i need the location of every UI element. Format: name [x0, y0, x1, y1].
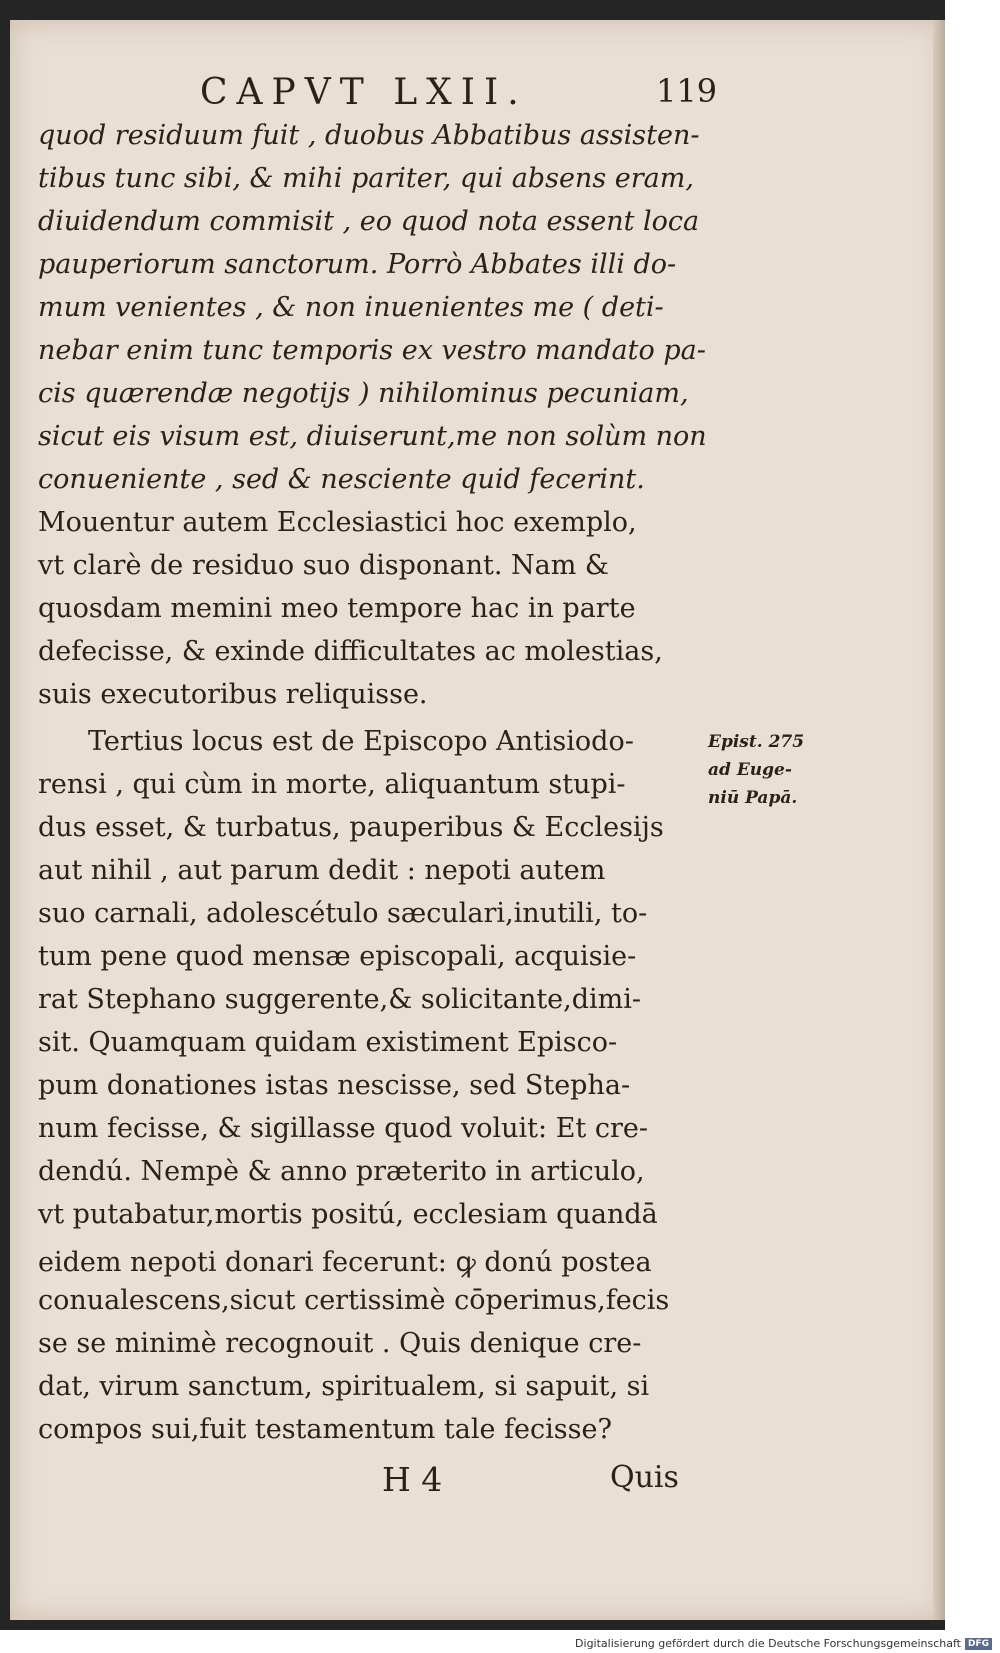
text-line: conueniente , sed & nesciente quid fecerint.: [38, 464, 645, 495]
text-line: pum donationes istas nescisse, sed Stepha-: [38, 1070, 631, 1101]
text-line: suo carnali, adolescétulo sæculari,inutili, to-: [38, 898, 648, 929]
page-edge: [933, 20, 945, 1620]
signature-mark: H 4: [382, 1460, 443, 1499]
dfg-logo: DFG: [965, 1638, 992, 1650]
text-line: compos sui,fuit testamentum tale fecisse?: [38, 1414, 612, 1445]
catchword: Quis: [610, 1460, 679, 1495]
text-line: num fecisse, & sigillasse quod voluit: Et cre-: [38, 1113, 648, 1144]
text-line: dat, virum sanctum, spiritualem, si sapuit, si: [38, 1371, 650, 1402]
text-line: Tertius locus est de Episcopo Antisiodo-: [88, 726, 634, 757]
text-line: tibus tunc sibi, & mihi pariter, qui absens eram,: [38, 163, 694, 194]
text-line: nebar enim tunc temporis ex vestro mandato pa-: [38, 335, 706, 366]
margin-note-line: niū Papā.: [708, 788, 798, 808]
text-line: aut nihil , aut parum dedit : nepoti autem: [38, 855, 606, 886]
text-line: quod residuum fuit , duobus Abbatibus assisten-: [38, 120, 700, 151]
margin-note-line: Epist. 275: [708, 732, 805, 752]
digitization-credit: [575, 1637, 992, 1650]
text-line: Mouentur autem Ecclesiastici hoc exemplo,: [38, 507, 637, 538]
text-line: cis quærendæ negotijs ) nihilominus pecuniam,: [38, 378, 689, 409]
text-line: tum pene quod mensæ episcopali, acquisie-: [38, 941, 637, 972]
margin-note-line: ad Euge-: [708, 760, 792, 780]
text-line: dus esset, & turbatus, pauperibus & Ecclesijs: [38, 812, 664, 843]
text-line: rat Stephano suggerente,& solicitante,dimi-: [38, 984, 642, 1015]
text-line: se se minimè recognouit . Quis denique cre-: [38, 1328, 642, 1359]
text-line: mum venientes , & non inuenientes me ( deti-: [38, 292, 664, 323]
text-line: vt clarè de residuo suo disponant. Nam &: [38, 550, 609, 581]
text-line: sit. Quamquam quidam existiment Episco-: [38, 1027, 618, 1058]
text-line: conualescens,sicut certissimè cōperimus,fecis: [38, 1285, 670, 1316]
text-line: pauperiorum sanctorum. Porrò Abbates illi do-: [38, 249, 677, 280]
text-line: suis executoribus reliquisse.: [38, 679, 428, 710]
book-page: [10, 20, 945, 1620]
text-line: sicut eis visum est, diuiserunt,me non solùm non: [38, 421, 707, 452]
text-line: eidem nepoti donari fecerunt: ꝙ donú postea: [38, 1247, 652, 1278]
running-title: CAPVT LXII.: [200, 72, 528, 113]
text-line: diuidendum commisit , eo quod nota essent loca: [38, 206, 700, 237]
text-line: dendú. Nempè & anno præterito in articulo,: [38, 1156, 645, 1187]
credit-text: Digitalisierung gefördert durch die Deutsche Forschungsgemeinschaft: [575, 1637, 961, 1650]
text-line: rensi , qui cùm in morte, aliquantum stupi-: [38, 769, 626, 800]
text-line: defecisse, & exinde difficultates ac molestias,: [38, 636, 663, 667]
text-line: vt putabatur,mortis positú, ecclesiam quandā: [38, 1199, 658, 1230]
page-number: 119: [656, 72, 718, 110]
text-line: quosdam memini meo tempore hac in parte: [38, 593, 636, 624]
